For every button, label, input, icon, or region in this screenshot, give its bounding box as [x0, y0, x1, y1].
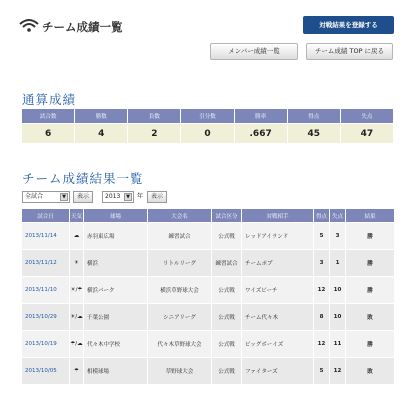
opponent-cell: ファイターズ [242, 358, 314, 385]
category-cell: 公式戦 [212, 358, 242, 385]
summary-header: 試合数 [22, 109, 75, 124]
summary-value: 47 [340, 124, 393, 144]
ground-cell: 千葉公園 [84, 304, 148, 331]
summary-header: 勝数 [75, 109, 128, 124]
allowed-cell: 3 [330, 223, 346, 250]
tournament-cell: 練習試合 [148, 223, 212, 250]
category-cell: 練習試合 [212, 250, 242, 277]
result-cell: 勝 [346, 250, 395, 277]
ground-cell: 相模球場 [84, 358, 148, 385]
summary-table [21, 108, 394, 144]
result-cell: 敗 [346, 304, 395, 331]
table-row [22, 358, 395, 385]
category-cell: 公式戦 [212, 277, 242, 304]
summary-value: .667 [234, 124, 287, 144]
table-row [22, 277, 395, 304]
allowed-cell: 12 [330, 358, 346, 385]
summary-value: 2 [128, 124, 181, 144]
table-row [22, 331, 395, 358]
opponent-cell: ワイズビーチ [242, 277, 314, 304]
results-header: 球場 [84, 209, 148, 223]
weather-icon: ☀/☁ [70, 304, 84, 331]
summary-header: 負数 [128, 109, 181, 124]
summary-header: 得点 [287, 109, 340, 124]
tournament-cell: リトルリーグ [148, 250, 212, 277]
results-header: 対戦相手 [242, 209, 314, 223]
category-cell: 公式戦 [212, 331, 242, 358]
chevron-down-icon: ▼ [60, 193, 68, 201]
weather-icon: ☁ [70, 223, 84, 250]
results-header: 得点 [314, 209, 330, 223]
summary-header: 引分数 [181, 109, 234, 124]
table-row [22, 250, 395, 277]
result-cell: 勝 [346, 331, 395, 358]
table-row [22, 223, 395, 250]
allowed-cell: 11 [330, 331, 346, 358]
match-date-link[interactable]: 2013/10/29 [22, 304, 70, 331]
category-cell: 公式戦 [212, 304, 242, 331]
chevron-down-icon: ▼ [124, 193, 132, 201]
results-header: 試合日 [22, 209, 70, 223]
register-result-button[interactable]: 対戦結果を登録する [303, 16, 394, 34]
opponent-cell: チームポプ [242, 250, 314, 277]
results-header: 結果 [346, 209, 395, 223]
results-title: チーム成績結果一覧 [22, 171, 144, 186]
show-button-1[interactable]: 表示 [73, 191, 93, 203]
category-cell: 公式戦 [212, 223, 242, 250]
member-stats-button[interactable]: メンバー成績一覧 [210, 43, 298, 60]
result-cell: 勝 [346, 223, 395, 250]
score-cell: 12 [314, 277, 330, 304]
ground-cell: 赤羽東広場 [84, 223, 148, 250]
results-header: 試合区分 [212, 209, 242, 223]
team-top-button[interactable]: チーム成績 TOP に戻る [306, 43, 393, 60]
score-cell: 12 [314, 331, 330, 358]
score-cell: 8 [314, 304, 330, 331]
summary-value: 45 [287, 124, 340, 144]
allowed-cell: 10 [330, 304, 346, 331]
year-select[interactable] [102, 191, 134, 203]
year-value: 2013 [105, 193, 121, 200]
match-date-link[interactable]: 2013/10/19 [22, 331, 70, 358]
show-button-2[interactable]: 表示 [147, 191, 167, 203]
score-cell: 3 [314, 250, 330, 277]
page-header [0, 0, 416, 38]
opponent-cell: チーム代々木 [242, 304, 314, 331]
results-header: 大会名 [148, 209, 212, 223]
summary-header: 勝率 [234, 109, 287, 124]
match-date-link[interactable]: 2013/11/12 [22, 250, 70, 277]
match-date-link[interactable]: 2013/11/14 [22, 223, 70, 250]
weather-icon: ☀ [70, 250, 84, 277]
score-cell: 5 [314, 223, 330, 250]
results-table [21, 208, 395, 385]
tournament-cell: 横浜草野球大会 [148, 277, 212, 304]
summary-header: 失点 [340, 109, 393, 124]
ground-cell: 横浜 [84, 250, 148, 277]
weather-icon: ☂/☁ [70, 331, 84, 358]
weather-icon: ☂ [70, 358, 84, 385]
tournament-cell: 草野球大会 [148, 358, 212, 385]
match-date-link[interactable]: 2013/10/05 [22, 358, 70, 385]
match-type-value: 全試合 [25, 193, 44, 200]
ground-cell: 横浜パーク [84, 277, 148, 304]
allowed-cell: 1 [330, 250, 346, 277]
tournament-cell: シニアリーグ [148, 304, 212, 331]
summary-title: 通算成績 [22, 92, 77, 107]
opponent-cell: ビッグボーイズ [242, 331, 314, 358]
weather-icon: ☀/☂ [70, 277, 84, 304]
results-header: 天気 [70, 209, 84, 223]
table-row [22, 304, 395, 331]
results-header: 失点 [330, 209, 346, 223]
ground-cell: 代々木中学校 [84, 331, 148, 358]
match-date-link[interactable]: 2013/11/10 [22, 277, 70, 304]
allowed-cell: 10 [330, 277, 346, 304]
page-title: チーム成績一覧 [42, 20, 123, 34]
wifi-icon [18, 17, 40, 33]
summary-value: 6 [22, 124, 75, 144]
summary-value: 0 [181, 124, 234, 144]
year-suffix: 年 [137, 193, 144, 200]
tournament-cell: 代々木草野球大会 [148, 331, 212, 358]
result-cell: 勝 [346, 277, 395, 304]
score-cell: 5 [314, 358, 330, 385]
opponent-cell: レッドアイランド [242, 223, 314, 250]
result-cell: 敗 [346, 358, 395, 385]
summary-value: 4 [75, 124, 128, 144]
match-type-select[interactable] [22, 191, 70, 203]
